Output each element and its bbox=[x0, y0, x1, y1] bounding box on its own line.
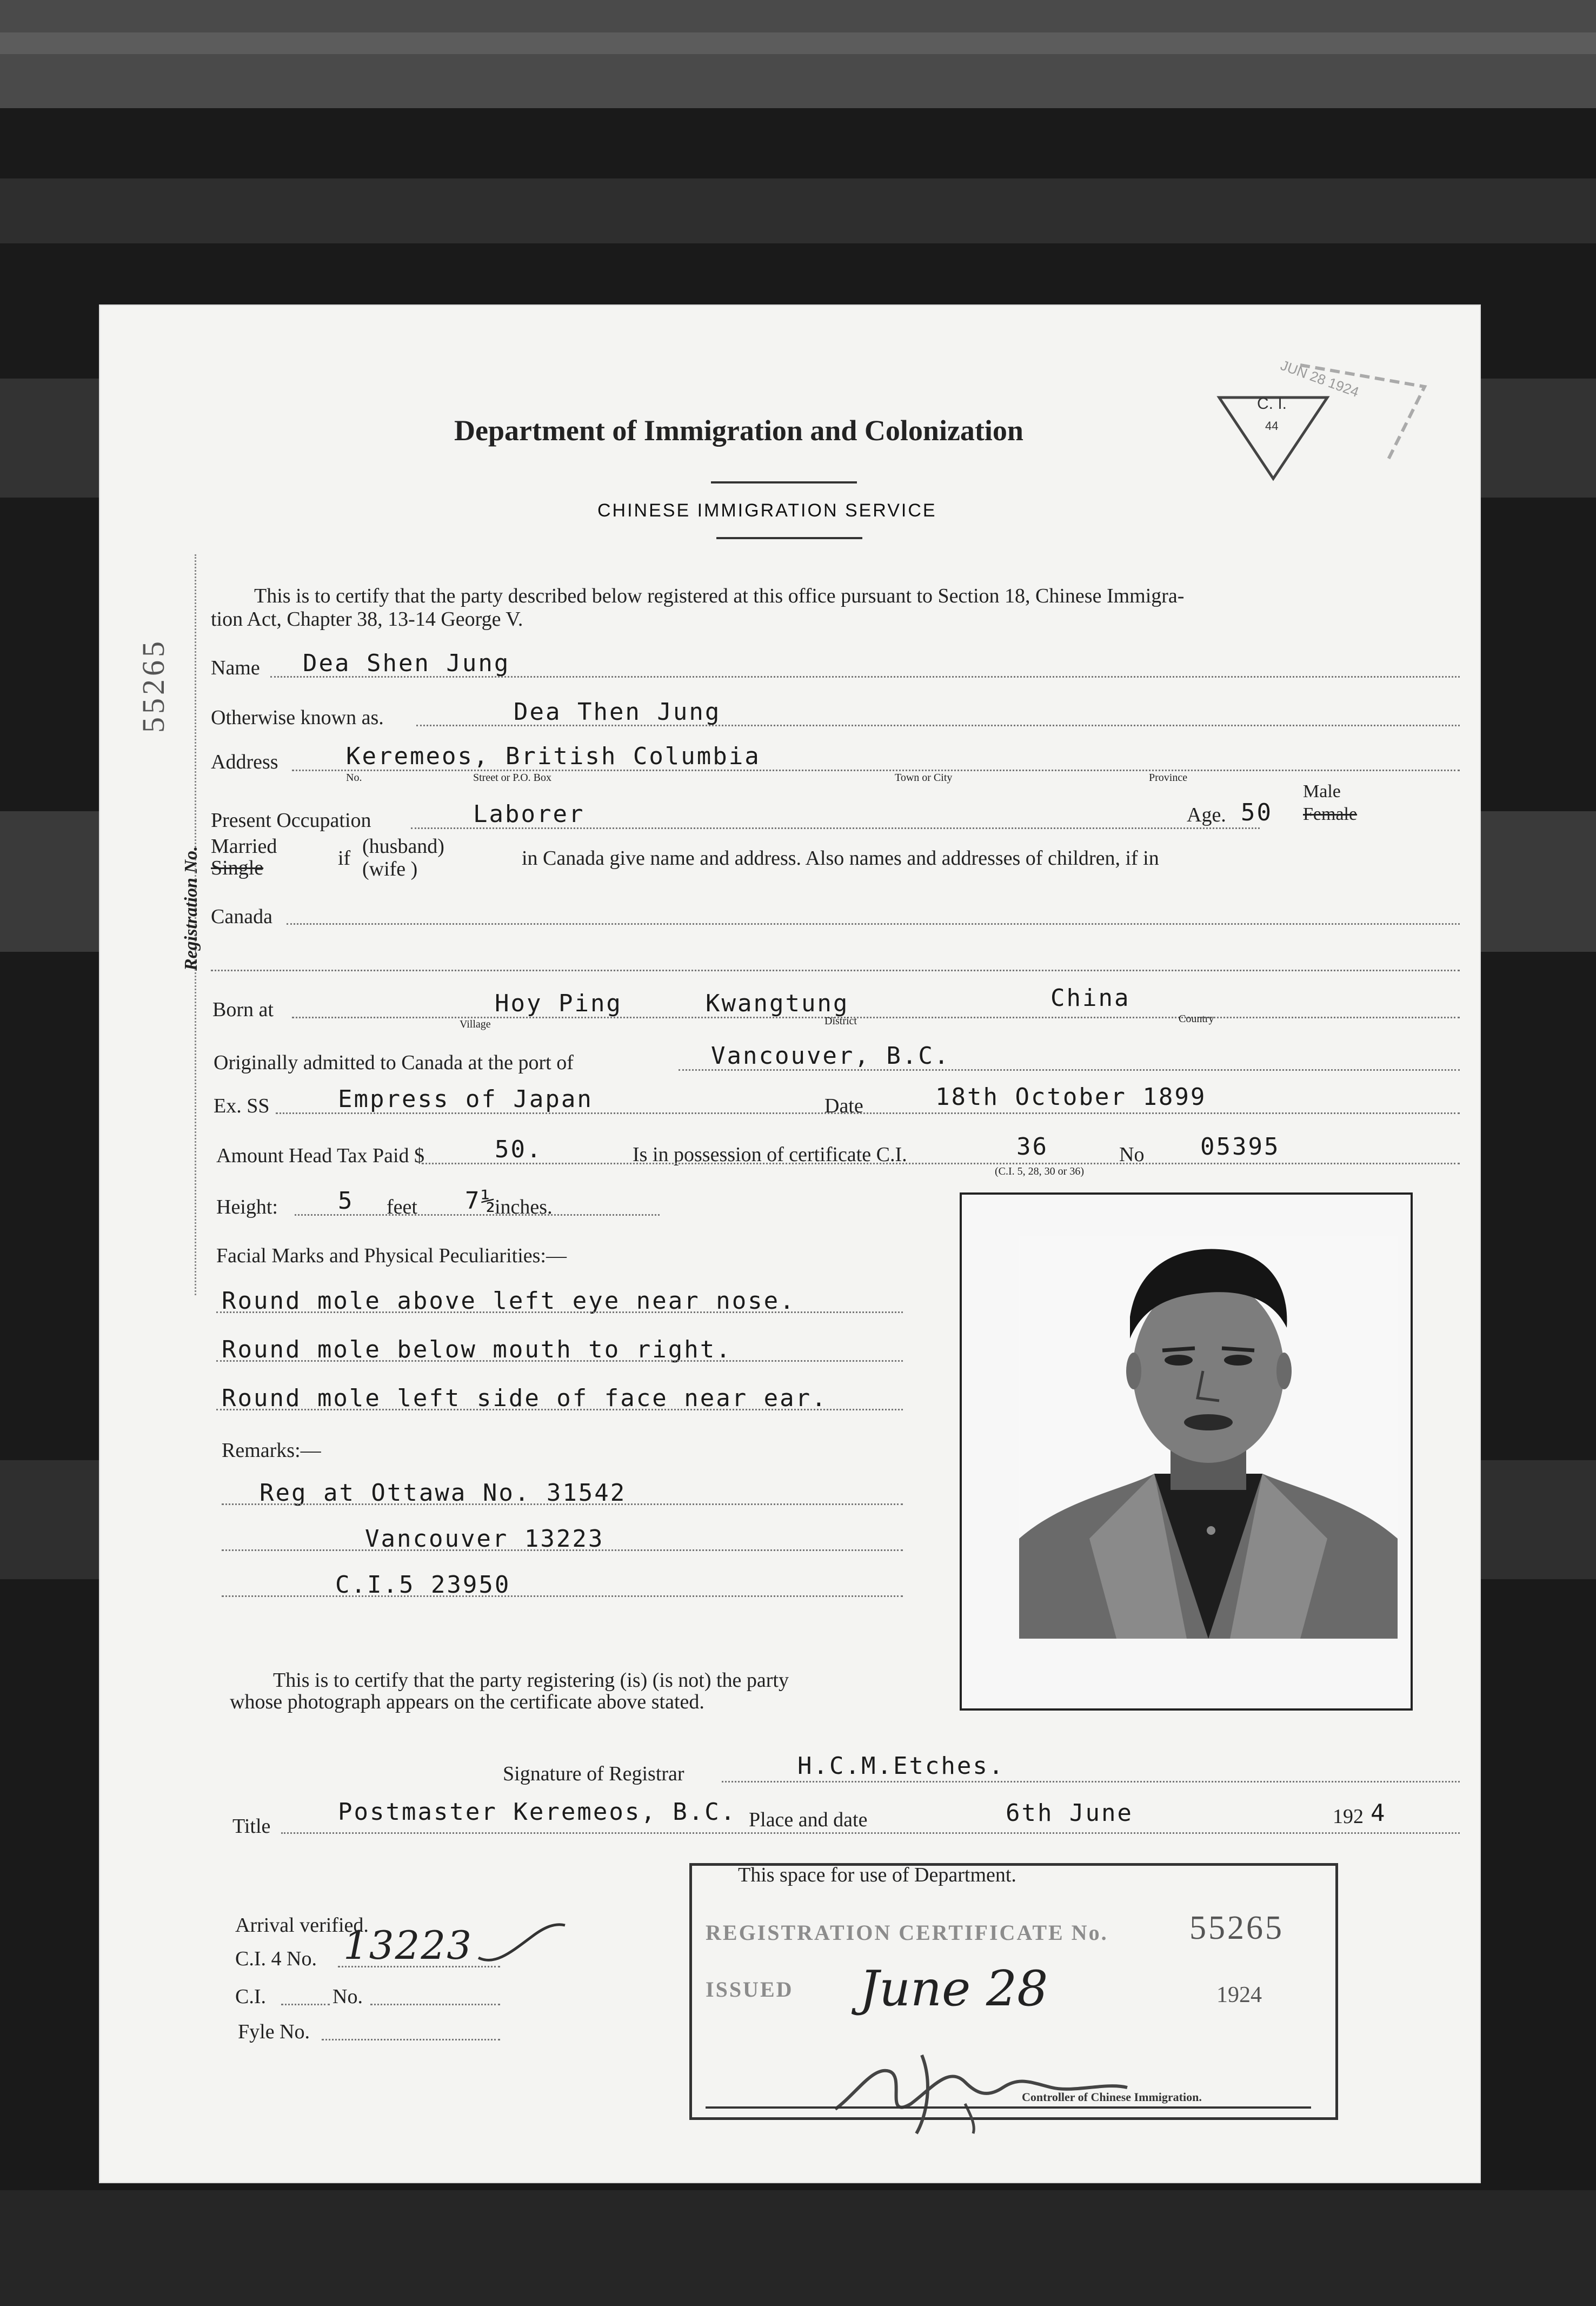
height-line bbox=[295, 1214, 660, 1216]
no-label: No bbox=[1119, 1143, 1145, 1166]
ci4-label: C.I. 4 No. bbox=[235, 1947, 317, 1970]
facial-line-1 bbox=[216, 1311, 903, 1313]
stamp-number: 44 bbox=[1265, 419, 1279, 433]
fyle-label: Fyle No. bbox=[238, 2020, 310, 2043]
reg-cert-label: REGISTRATION CERTIFICATE No. bbox=[706, 1920, 1108, 1945]
headtax-value: 50. bbox=[495, 1136, 543, 1163]
exss-value: Empress of Japan bbox=[338, 1085, 593, 1113]
place-label: Place and date bbox=[749, 1808, 868, 1831]
signature-label: Signature of Registrar bbox=[503, 1762, 684, 1785]
year-suffix: 4 bbox=[1371, 1799, 1387, 1827]
born-village: Hoy Ping bbox=[495, 990, 622, 1017]
issued-value: June 28 bbox=[860, 1960, 1048, 2017]
issued-label: ISSUED bbox=[706, 1977, 794, 2002]
place-value: 6th June bbox=[1006, 1799, 1133, 1827]
remark-3: C.I.5 23950 bbox=[335, 1571, 511, 1599]
signature-value: H.C.M.Etches. bbox=[797, 1752, 1005, 1780]
facial-label: Facial Marks and Physical Peculiarities:— bbox=[216, 1244, 567, 1267]
address-sub-no: No. bbox=[346, 772, 362, 784]
ci-value: 36 bbox=[1016, 1133, 1048, 1161]
sex-male: Male bbox=[1303, 781, 1341, 801]
remark-line-3 bbox=[222, 1595, 903, 1597]
born-label: Born at bbox=[212, 998, 274, 1021]
address-label: Address bbox=[211, 751, 278, 773]
district-sublabel: District bbox=[824, 1015, 857, 1027]
title-label: Title bbox=[232, 1815, 271, 1838]
remark-line-2 bbox=[222, 1549, 903, 1551]
certify-photo-line-2: whose photograph appears on the certificate above stated. bbox=[230, 1691, 704, 1713]
ci-sublabel: (C.I. 5, 28, 30 or 36) bbox=[995, 1165, 1084, 1177]
canada-line-2 bbox=[211, 970, 1460, 971]
occupation-value: Laborer bbox=[473, 800, 585, 828]
facial-line-3 bbox=[216, 1409, 903, 1410]
born-country: China bbox=[1050, 984, 1130, 1012]
facial-line-2 bbox=[216, 1360, 903, 1362]
registration-form bbox=[100, 306, 1480, 2182]
remarks-label: Remarks:— bbox=[222, 1439, 321, 1462]
facial-mark-3: Round mole left side of face near ear. bbox=[222, 1384, 828, 1412]
name-value: Dea Shen Jung bbox=[303, 650, 510, 677]
wife-label: (wife ) bbox=[362, 858, 418, 880]
registration-no-value: 55265 bbox=[136, 638, 171, 733]
certify-photo-line-1: This is to certify that the party registering (is) (is not) the party bbox=[273, 1669, 789, 1692]
subtitle-divider bbox=[716, 537, 862, 539]
sex-female-struck: Female bbox=[1303, 804, 1358, 824]
reg-cert-value: 55265 bbox=[1189, 1910, 1284, 1946]
height-feet: 5 bbox=[338, 1187, 354, 1215]
ci-no-label: No. bbox=[332, 1985, 363, 2008]
certify-intro-line-1: This is to certify that the party described below registered at this office pursuant to Section 18, Chinese Immigra- bbox=[254, 585, 1185, 607]
headtax-label: Amount Head Tax Paid $ bbox=[216, 1144, 425, 1167]
stamp-date: JUN 28 1924 bbox=[1278, 356, 1361, 401]
exss-label: Ex. SS bbox=[214, 1095, 270, 1117]
remark-1: Reg at Ottawa No. 31542 bbox=[260, 1479, 627, 1507]
ci-no-line bbox=[370, 2004, 500, 2005]
fyle-line bbox=[322, 2039, 500, 2040]
issued-year: 1924 bbox=[1216, 1983, 1262, 2007]
controller-rule bbox=[706, 2106, 1311, 2109]
address-sub-province: Province bbox=[1149, 772, 1188, 784]
country-sublabel: Country bbox=[1179, 1013, 1214, 1025]
canada-line-1 bbox=[287, 923, 1460, 925]
age-value: 50 bbox=[1241, 799, 1273, 826]
date-label: Date bbox=[824, 1095, 863, 1117]
arrival-label: Arrival verified. bbox=[235, 1914, 369, 1937]
year-prefix: 192 bbox=[1333, 1805, 1364, 1828]
headtax-line bbox=[422, 1163, 1460, 1164]
check-mark-flourish bbox=[473, 1920, 570, 1969]
facial-mark-2: Round mole below mouth to right. bbox=[222, 1336, 732, 1363]
applicant-photo bbox=[1019, 1236, 1398, 1639]
ci-label: C.I. bbox=[235, 1985, 266, 2008]
no-value: 05395 bbox=[1200, 1133, 1280, 1161]
ci4-value: 13223 bbox=[343, 1923, 473, 1968]
signature-line bbox=[722, 1781, 1460, 1782]
otherwise-label: Otherwise known as. bbox=[211, 706, 384, 729]
inches-label: inches. bbox=[495, 1196, 553, 1218]
married-instructions: in Canada give name and address. Also names and addresses of children, if in bbox=[522, 847, 1159, 870]
remark-2: Vancouver 13223 bbox=[365, 1525, 604, 1553]
married-label: Married bbox=[211, 835, 277, 858]
address-sub-street: Street or P.O. Box bbox=[473, 772, 551, 784]
name-label: Name bbox=[211, 657, 260, 679]
husband-label: (husband) bbox=[362, 835, 444, 858]
possession-label: Is in possession of certificate C.I. bbox=[633, 1143, 907, 1166]
age-label: Age. bbox=[1187, 804, 1226, 826]
ci-line bbox=[281, 2004, 330, 2005]
height-label: Height: bbox=[216, 1196, 278, 1218]
portrait-image bbox=[1019, 1236, 1398, 1639]
if-label: if bbox=[338, 847, 351, 870]
admitted-value: Vancouver, B.C. bbox=[711, 1042, 950, 1070]
otherwise-value: Dea Then Jung bbox=[514, 698, 721, 726]
occupation-label: Present Occupation bbox=[211, 809, 371, 832]
department-title: Department of Immigration and Colonization bbox=[454, 414, 1023, 447]
remark-line-1 bbox=[222, 1503, 903, 1505]
canada-label: Canada bbox=[211, 905, 272, 928]
dept-box-header: This space for use of Department. bbox=[738, 1864, 1016, 1886]
height-inches: 7½ bbox=[465, 1187, 497, 1215]
feet-label: feet bbox=[387, 1196, 417, 1218]
address-sub-town: Town or City bbox=[895, 772, 953, 784]
admitted-label: Originally admitted to Canada at the port of bbox=[214, 1051, 574, 1074]
registration-no-label: Registration No. bbox=[181, 846, 201, 971]
controller-signature bbox=[824, 2033, 1203, 2136]
title-value: Postmaster Keremeos, B.C. bbox=[338, 1798, 737, 1826]
address-value: Keremeos, British Columbia bbox=[346, 743, 761, 770]
village-sublabel: Village bbox=[460, 1018, 491, 1030]
stamp-ci: C. I. bbox=[1257, 395, 1287, 413]
facial-mark-1: Round mole above left eye near nose. bbox=[222, 1287, 796, 1315]
date-value: 18th October 1899 bbox=[935, 1083, 1207, 1111]
service-subtitle: CHINESE IMMIGRATION SERVICE bbox=[597, 500, 937, 521]
born-district: Kwangtung bbox=[706, 990, 849, 1017]
married-struck: Single bbox=[211, 857, 264, 879]
title-divider bbox=[711, 481, 857, 483]
controller-title: Controller of Chinese Immigration. bbox=[1022, 2090, 1202, 2104]
title-line bbox=[281, 1832, 1460, 1834]
certify-intro-line-2: tion Act, Chapter 38, 13-14 George V. bbox=[211, 608, 523, 631]
